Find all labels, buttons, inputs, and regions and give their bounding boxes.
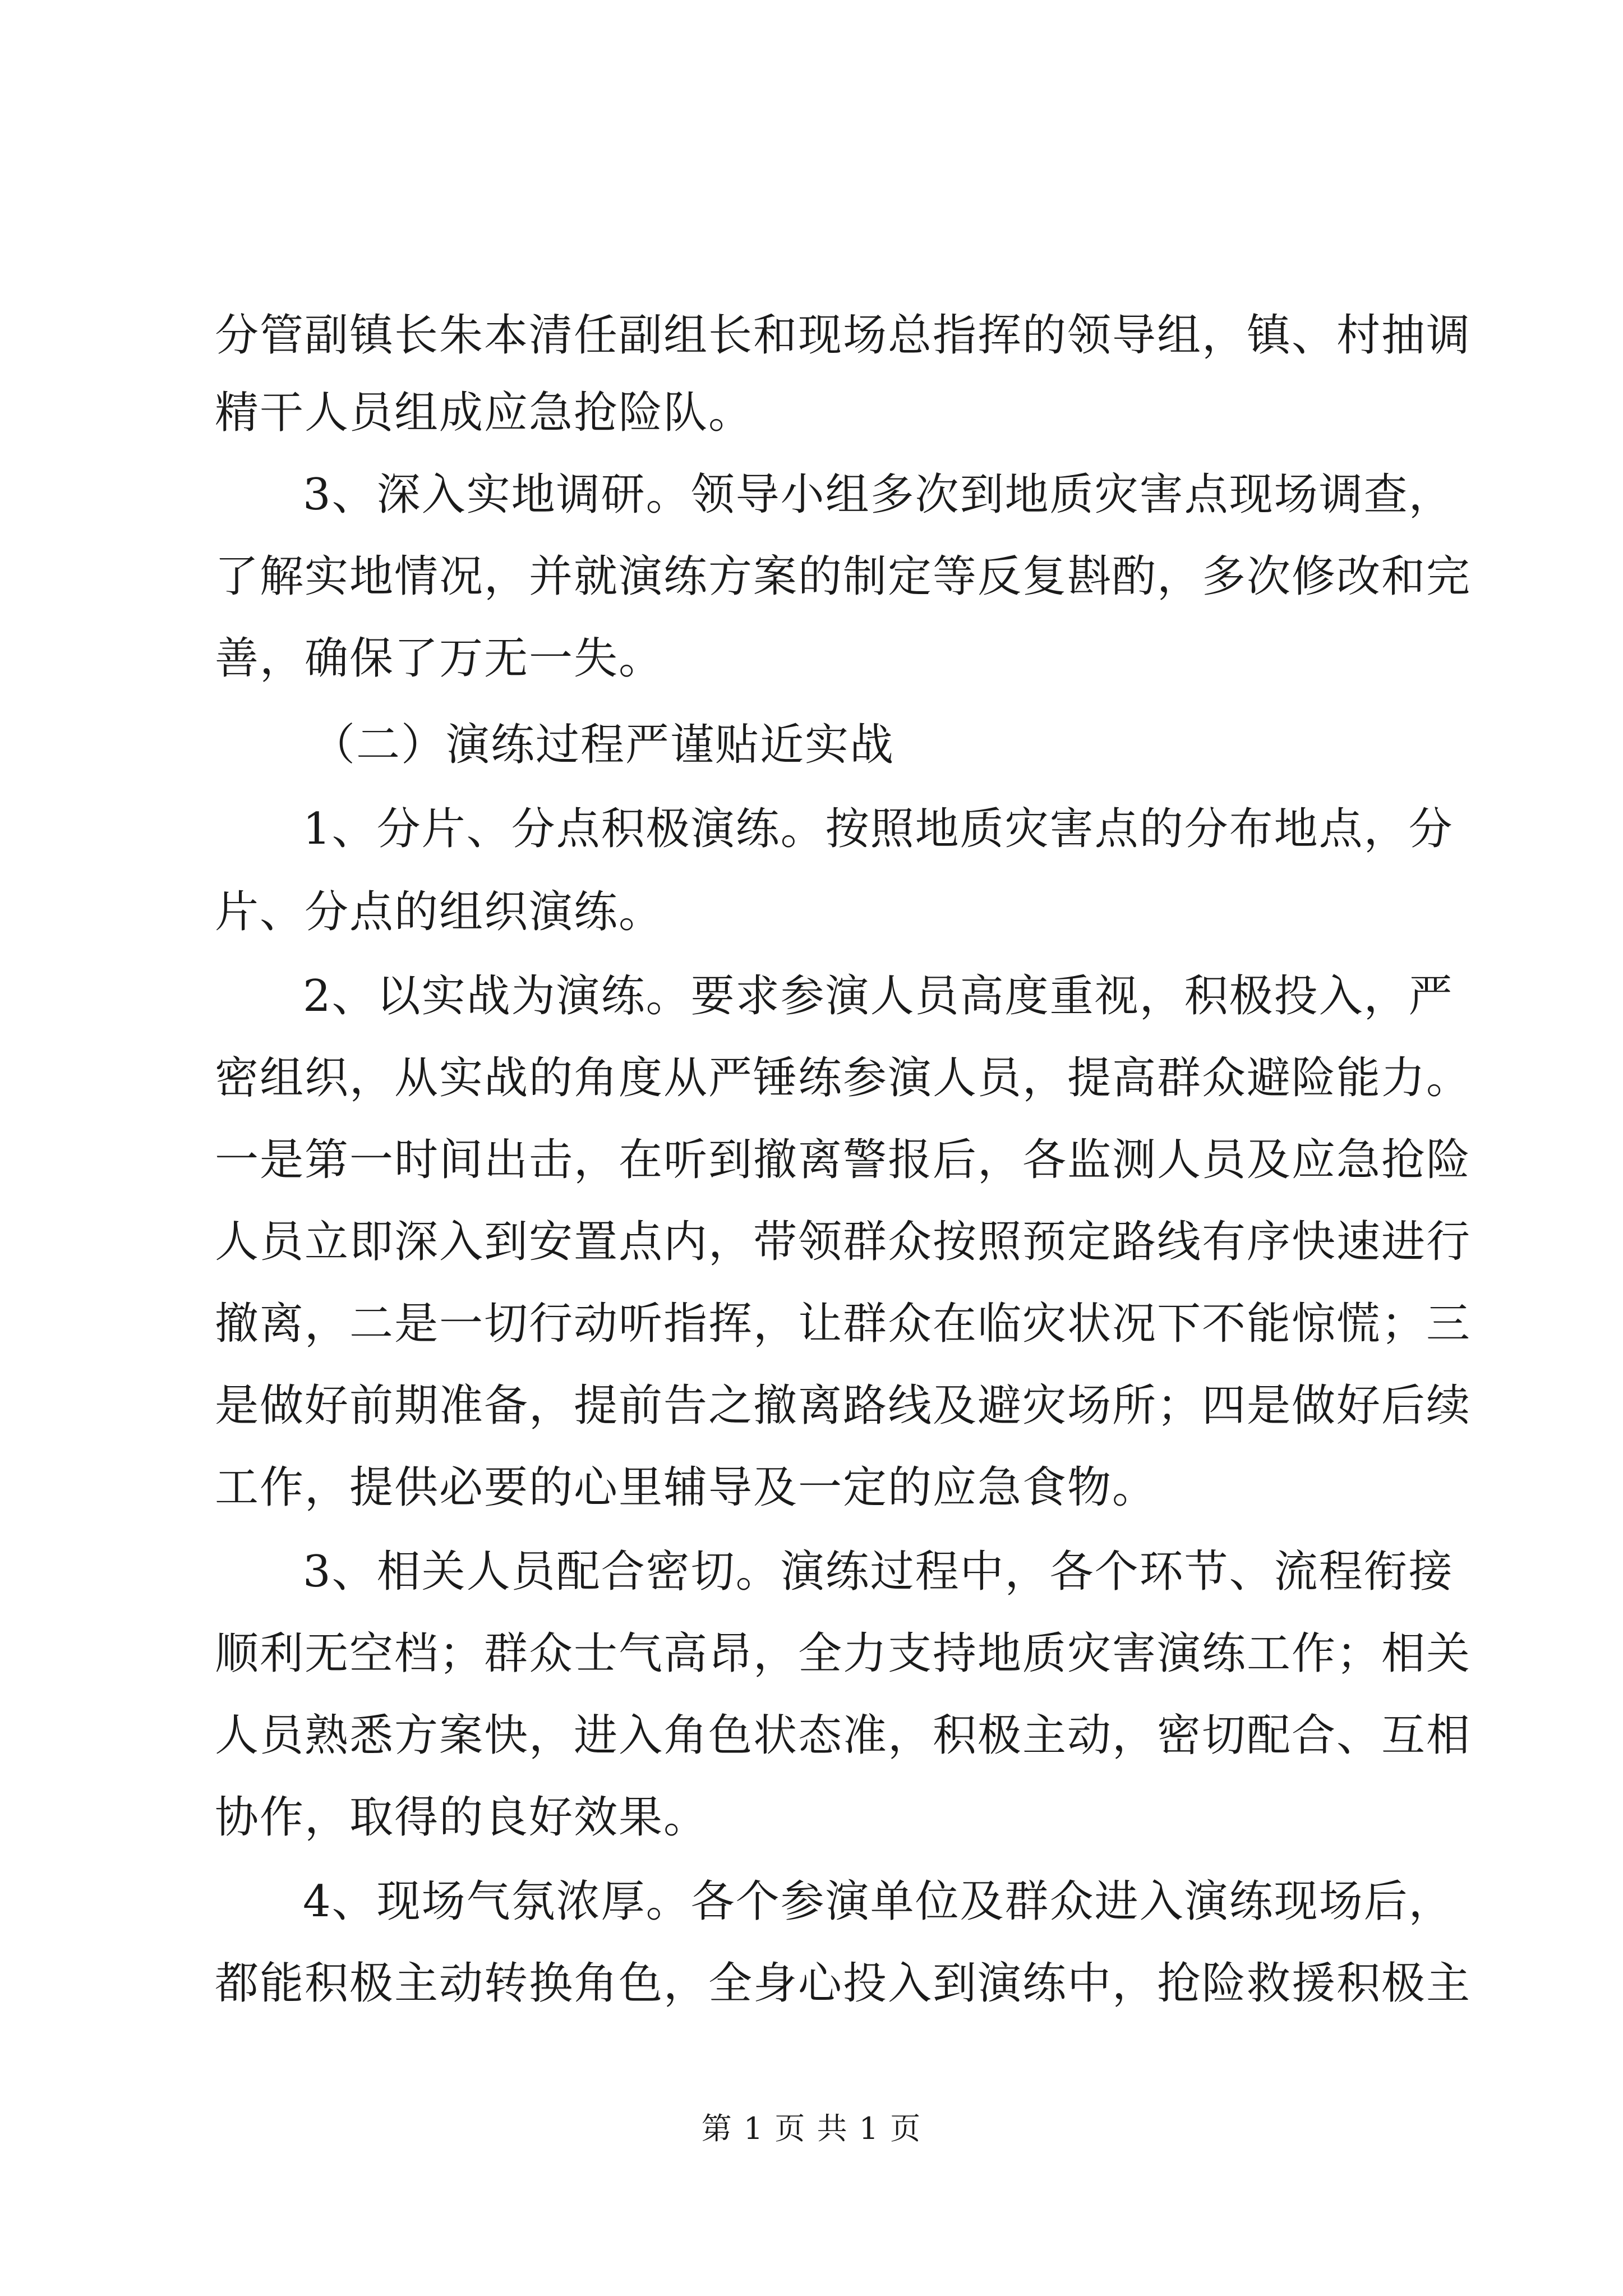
- body-text-line: 精干人员组成应急抢险队。: [215, 388, 754, 438]
- body-text-line: 分管副镇长朱本清任副组长和现场总指挥的领导组，镇、村抽调: [215, 310, 1472, 361]
- body-text-line: 顺利无空档；群众士气高昂，全力支持地质灾害演练工作；相关: [215, 1628, 1472, 1679]
- body-text-line: 人员熟悉方案快，进入角色状态准，积极主动，密切配合、互相: [215, 1710, 1472, 1761]
- paragraph-3-research: 3、深入实地调研。领导小组多次到地质灾害点现场调查，: [303, 470, 1454, 520]
- paragraph-3-coordination: 3、相关人员配合密切。演练过程中，各个环节、流程衔接: [303, 1547, 1454, 1597]
- body-text-line: 协作，取得的良好效果。: [215, 1792, 709, 1843]
- body-text-line: 密组织，从实战的角度从严锤练参演人员，提高群众避险能力。: [215, 1053, 1472, 1103]
- page-footer: 第 1 页 共 1 页: [701, 2111, 922, 2146]
- body-text-line: 撤离，二是一切行动听指挥，让群众在临灾状况下不能惊慌；三: [215, 1299, 1472, 1349]
- paragraph-4-atmosphere: 4、现场气氛浓厚。各个参演单位及群众进入演练现场后，: [303, 1876, 1454, 1927]
- paragraph-1-drill: 1、分片、分点积极演练。按照地质灾害点的分布地点，分: [303, 804, 1454, 854]
- body-text-line: 是做好前期准备，提前告之撤离路线及避灾场所；四是做好后续: [215, 1381, 1472, 1431]
- body-text-line: 都能积极主动转换角色，全身心投入到演练中，抢险救援积极主: [215, 1958, 1472, 2009]
- body-text-line: 一是第一时间出击，在听到撤离警报后，各监测人员及应急抢险: [215, 1135, 1472, 1185]
- body-text-line: 了解实地情况，并就演练方案的制定等反复斟酌，多次修改和完: [215, 551, 1472, 602]
- body-text-line: 人员立即深入到安置点内，带领群众按照预定路线有序快速进行: [215, 1217, 1472, 1267]
- section-heading-2: （二）演练过程严谨贴近实战: [311, 720, 895, 770]
- body-text-line: 工作，提供必要的心里辅导及一定的应急食物。: [215, 1462, 1158, 1513]
- paragraph-2-combat: 2、以实战为演练。要求参演人员高度重视，积极投入，严: [303, 971, 1454, 1022]
- body-text-line: 片、分点的组织演练。: [215, 887, 664, 937]
- body-text-line: 善，确保了万无一失。: [215, 633, 664, 684]
